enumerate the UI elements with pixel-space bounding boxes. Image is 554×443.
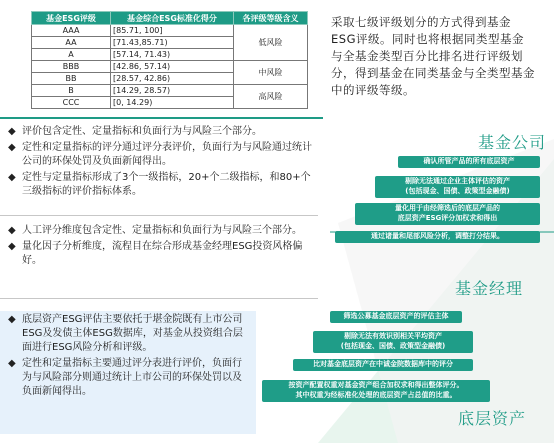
- fund-step-4: 通过诸量和尾部风险分析，调整打分结果。: [335, 231, 540, 243]
- manager-bullet-1: ◆ 人工评分维度包含定性、定量指标和负面行为与风险三个部分。: [8, 225, 302, 236]
- intro-paragraph: 采取七级评级划分的方式得到基金ESG评级。同时也将根据同类型基金与全基金类型百分比排名进行评级划分，得到基金在同类基金与全类型基金中的评级等级。: [331, 15, 535, 97]
- fund-bullet-1: ◆ 评价包含定性、定量指标和负面行为与风险三个部分。: [8, 126, 262, 137]
- rating-cell: AAA: [32, 25, 111, 37]
- esg-rating-table: [31, 11, 308, 109]
- diamond-bullet-icon: ◆: [8, 314, 16, 325]
- header-rating: 基金ESG评级: [32, 12, 111, 25]
- diamond-bullet-icon: ◆: [8, 358, 16, 369]
- fund-step-3: 量化用于由经筛选后的底层产品的 底层资产ESG评分加权求和得出: [355, 203, 540, 225]
- asset-step-1: 筛选公募基金底层资产的评估主体: [330, 311, 462, 323]
- asset-step-4: 按资产配置权重对基金资产组合加权求和得出整体评分。 其中权重为经标准化处理的底层资产占总值的比重。: [262, 380, 490, 402]
- diamond-bullet-icon: ◆: [8, 126, 16, 137]
- rating-cell: B: [32, 85, 111, 97]
- rating-cell: BBB: [32, 61, 111, 73]
- score-cell: [0, 14.29): [111, 97, 234, 109]
- fund-step-1: 确认所管产品的所有底层资产: [398, 156, 540, 168]
- fund-bullet-3: ◆ 定性与定量指标形成了3个一级指标，20+个二级指标，和80+个三级指标的评价指标体系。: [8, 172, 311, 197]
- risk-high-cell: 高风险: [234, 85, 308, 109]
- asset-bullets: [8, 313, 248, 401]
- diamond-bullet-icon: ◆: [8, 142, 16, 153]
- risk-mid-cell: 中风险: [234, 61, 308, 85]
- asset-step-2: 剔除无法有效识别相关平均资产 (包括现金、国债、政策型金融债): [313, 331, 473, 353]
- diamond-bullet-icon: ◆: [8, 241, 16, 252]
- divider-line: [0, 298, 318, 299]
- rating-cell: AA: [32, 37, 111, 49]
- manager-bullet-2: ◆ 量化因子分析维度，流程目在综合形成基金经理ESG投资风格偏好。: [8, 241, 303, 266]
- fund-bullet-2: ◆ 定性和定量指标的评分通过评分表评价，负面行为与风险通过统计公司的环保处罚及负面新闻得出。: [8, 142, 312, 167]
- rating-cell: CCC: [32, 97, 111, 109]
- section-title-fund: 基金公司: [478, 133, 547, 152]
- rating-cell: A: [32, 49, 111, 61]
- score-cell: [85.71, 100]: [111, 25, 234, 37]
- header-meaning: 各评级等级含义: [234, 12, 308, 25]
- diamond-bullet-icon: ◆: [8, 225, 16, 236]
- section-title-asset: 底层资产: [458, 409, 527, 428]
- section-divider: [0, 117, 323, 119]
- score-cell: [14.29, 28.57): [111, 85, 234, 97]
- asset-bullet-1: ◆ 底层资产ESG评估主要依托于堪金院既有上市公司ESG及发债主体ESG数据库，对基金从投资组合层面进行ESG风险分析和评级。: [8, 314, 243, 353]
- manager-bullets: [8, 224, 313, 270]
- divider-line: [0, 215, 318, 216]
- asset-bullet-2: ◆ 定性和定量指标主要通过评分表进行评价，负面行为与风险部分则通过统计上市公司的环保处罚以及负面新闻得出。: [8, 358, 242, 397]
- fund-bullets: [8, 125, 313, 201]
- score-cell: [28.57, 42.86): [111, 73, 234, 85]
- risk-low-cell: 低风险: [234, 25, 308, 61]
- rating-cell: BB: [32, 73, 111, 85]
- fund-step-2: 剔除无法通过企业主体评估的资产 (包括现金、国债、政策型金融债): [375, 176, 540, 198]
- asset-step-3: 比对基金底层资产在中诚金院数据库中的评分: [293, 359, 473, 371]
- header-score: 基金综合ESG标准化得分: [111, 12, 234, 25]
- score-cell: [71.43,85.71): [111, 37, 234, 49]
- section-title-manager: 基金经理: [455, 279, 524, 298]
- score-cell: [42.86, 57.14): [111, 61, 234, 73]
- score-cell: [57.14, 71.43): [111, 49, 234, 61]
- diamond-bullet-icon: ◆: [8, 172, 16, 183]
